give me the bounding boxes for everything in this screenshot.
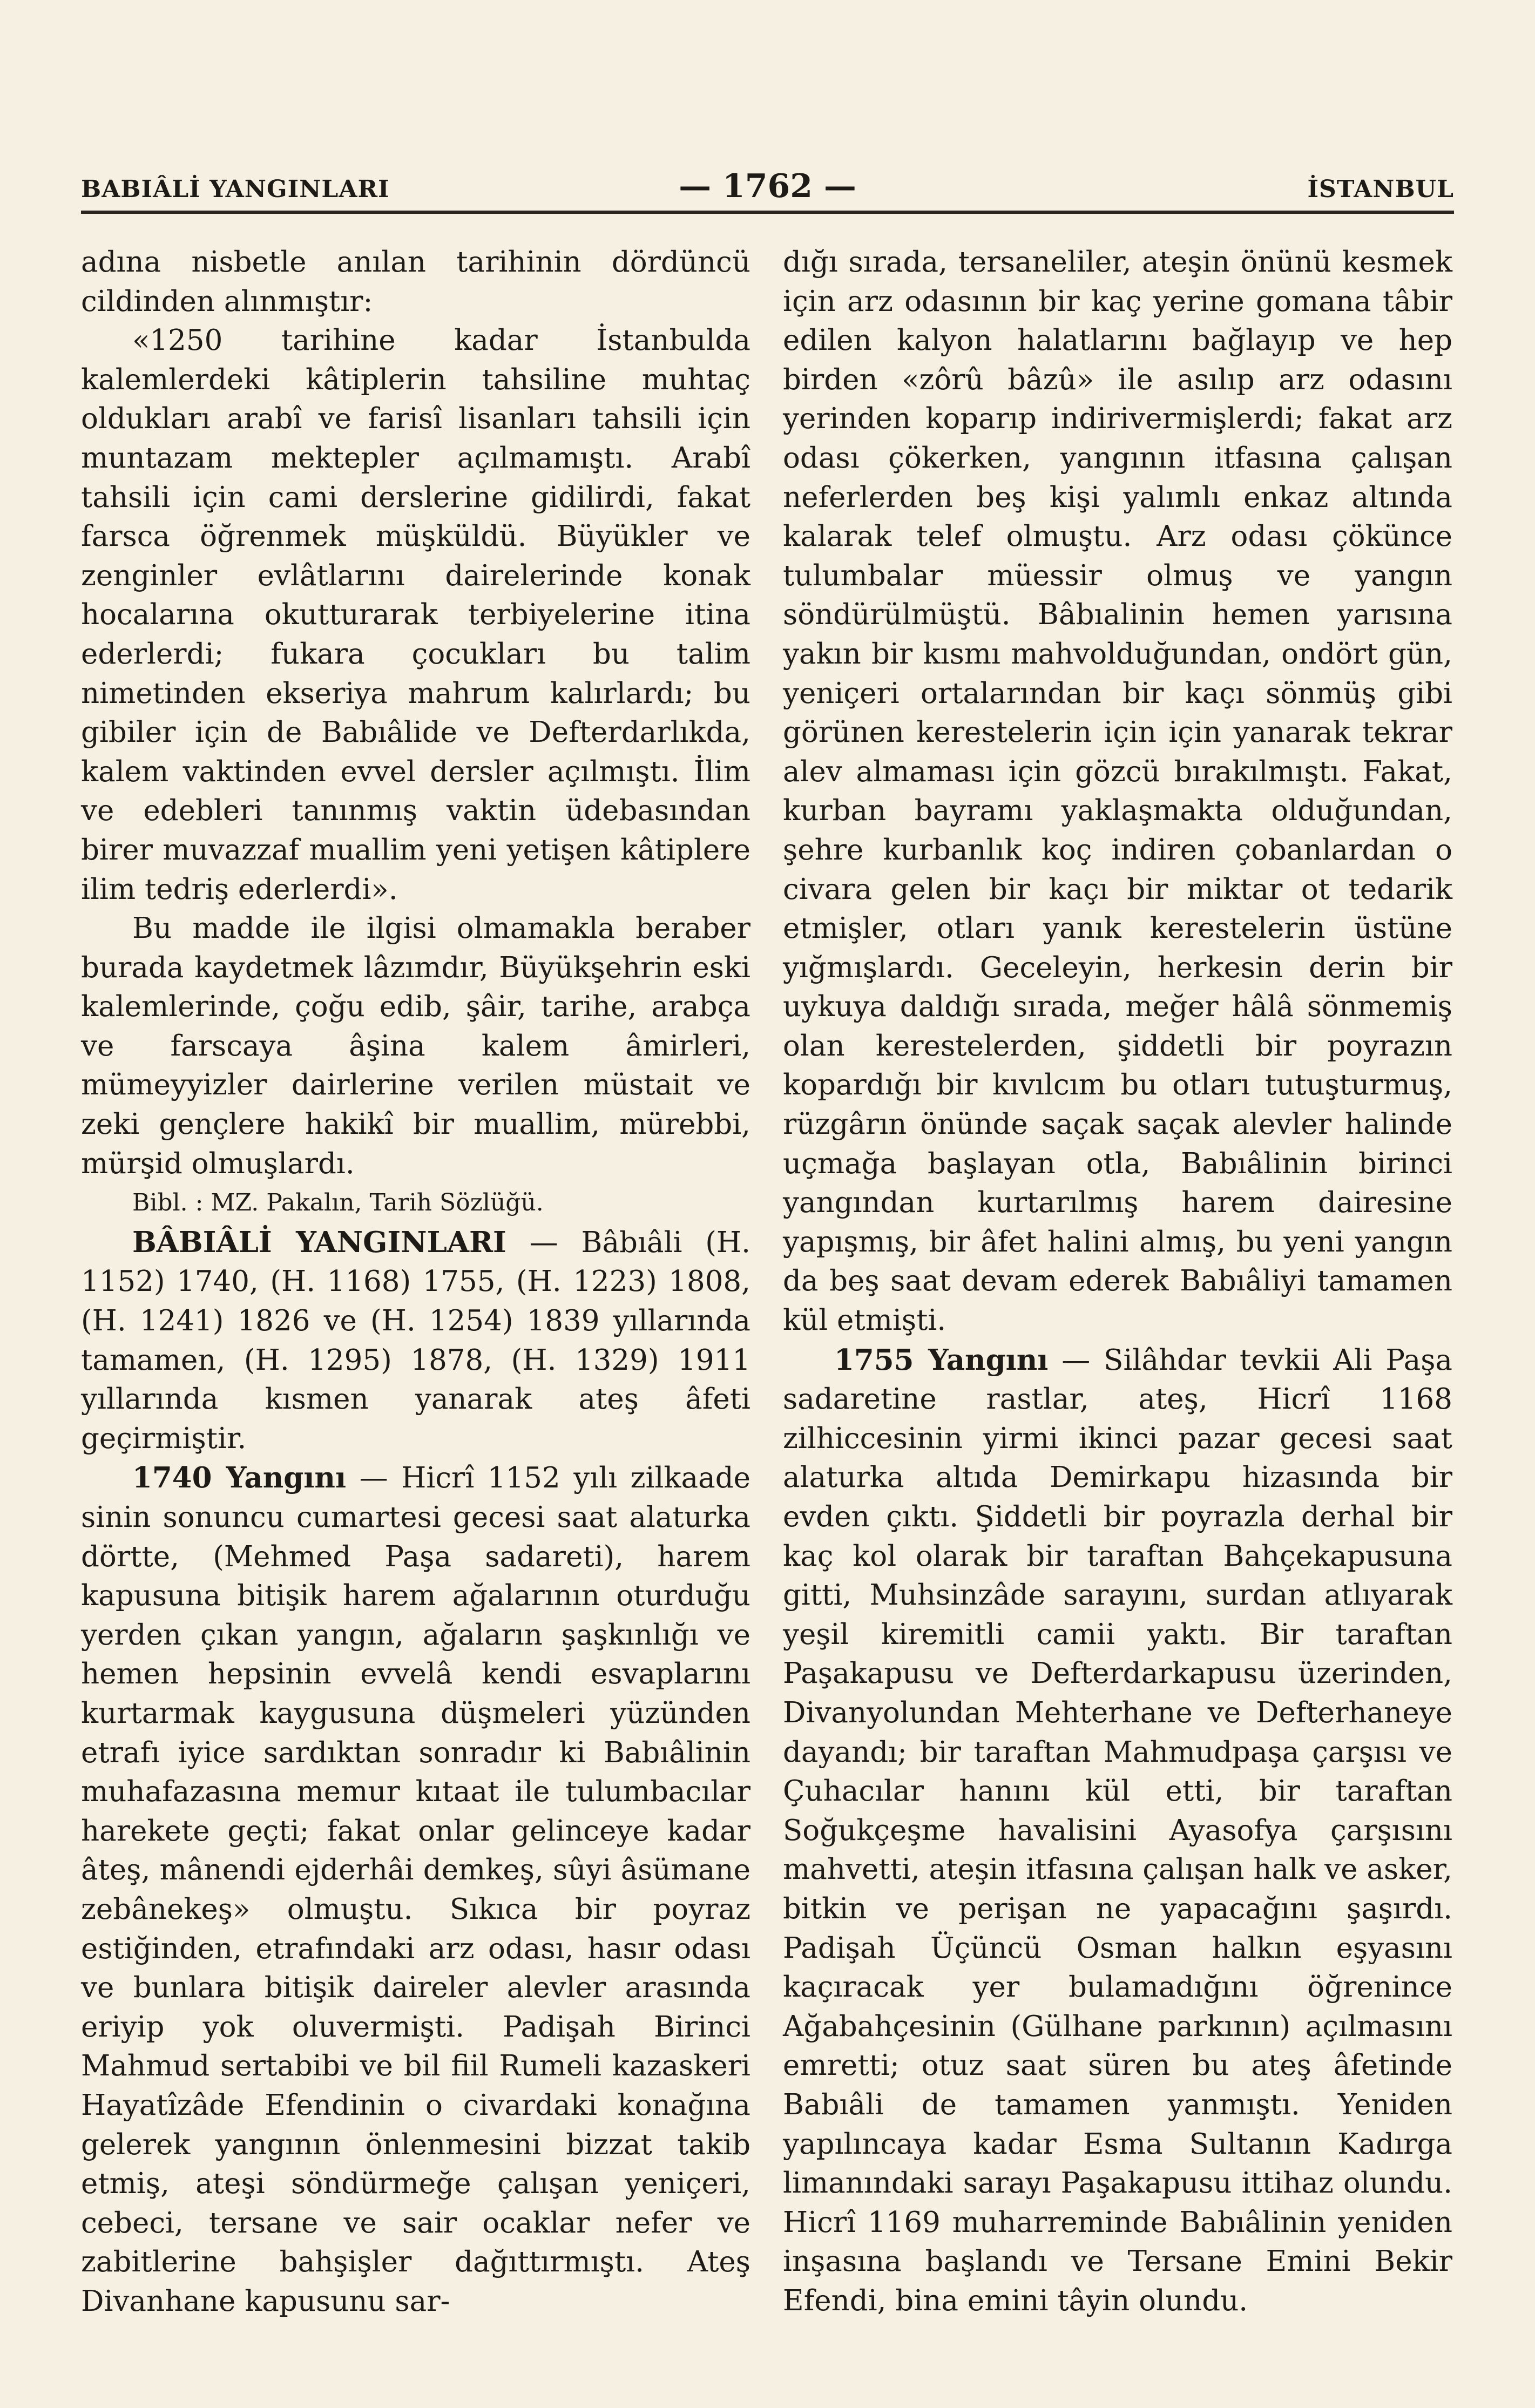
- fire-1740-text: — Hicrî 1152 yılı zilkaade sinin sonuncu cumartesi gecesi saat alaturka dörtte, (Mehmed Paşa sadareti), harem kapusuna bitişik harem ağalarının oturduğu yerden çıkan yangın, ağaların şaşkınlığı ve hemen hepsinin evvelâ kendi esvaplarını kurtarmak kaygusuna düşmeleri yüzünden etrafı iyice sardıktan sonradır ki Babıâlinin muhafazasına memur kıtaat ile tulumbacılar harekete geçti; fakat onlar gelinceye kadar âteş, mânendi ejderhâi demkeş, sûyi âsümane zebânekeş» olmuştu. Sıkıca bir poyraz estiğinden, etrafındaki arz odası, hasır odası ve bunlara bitişik daireler alevler arasında eriyip yok oluvermişti. Padişah Birinci Mahmud sertabibi ve bil fiil Rumeli kazaskeri Hayatîzâde Efendinin o civardaki konağına gelerek yangının önlenmesini bizzat takib etmiş, ateşi söndürmeğe çalışan yeniçeri, cebeci, tersane ve sair ocaklar nefer ve zabitlerine bahşişler dağıttırmıştı. Ateş Divanhane kapusunu sar-: [81, 1462, 751, 2318]
- left-column: [81, 243, 750, 2321]
- entry-paragraph: [81, 1223, 750, 1459]
- bibliography: Bibl. : MZ. Pakalın, Tarih Sözlüğü.: [132, 1189, 544, 1217]
- header-section-title: BABIÂLİ YANGINLARI: [81, 175, 390, 203]
- fire-1740-paragraph: [81, 1458, 750, 2321]
- fire-1740-heading: 1740 Yangını: [132, 1461, 347, 1495]
- entry-heading: BÂBIÂLİ YANGINLARI: [132, 1225, 506, 1259]
- header-publication-title: İSTANBUL: [1307, 175, 1454, 203]
- paragraph: Bu madde ile ilgisi olmamakla beraber burada kaydetmek lâzımdır, Büyükşehrin eski kalemlerinde, çoğu edib, şâir, tarihe, arabça ve farscaya âşina kalem âmirleri, mümeyyizler dairlerine verilen müstait ve zeki gençlere hakikî bir muallim, mürebbi, mürşid olmuşlardı.: [81, 912, 750, 1180]
- page-number: — 1762 —: [679, 167, 856, 205]
- paragraph: adına nisbetle anılan tarihinin dördüncü cildinden alınmıştır:: [81, 246, 750, 318]
- fire-1755-paragraph: [783, 1341, 1452, 2321]
- right-column: [783, 243, 1452, 2321]
- entry-text: — Bâbıâli (H. 1152) 1740, (H. 1168) 1755, (H. 1223) 1808, (H. 1241) 1826 ve (H. 1254) 1839 yıllarında tamamen, (H. 1295) 1878, (H. 1329) 1911 yıllarında kısmen yanarak ateş âfeti geçirmiştir.: [81, 1226, 750, 1455]
- quotation-paragraph: «1250 tarihine kadar İstanbulda kalemlerdeki kâtiplerin tahsiline muhtaç oldukları arabî ve farisî lisanları tahsili için muntazam mektepler açılmamıştı. Arabî tahsili için cami derslerine gidilirdi, fakat farsca öğrenmek müşküldü. Büyükler ve zenginler evlâtlarını dairelerinde konak hocalarına okutturarak terbiyelerine itina ederlerdi; fukara çocukları bu talim nimetinden ekseriya mahrum kalırlardı; bu gibiler için de Babıâlide ve Defterdarlıkda, kalem vaktinden evvel dersler açılmıştı. İlim ve edebleri tanınmış vaktin üdebasından birer muvazzaf muallim yeni yetişen kâtiplere ilim tedriş ederlerdi».: [81, 324, 750, 906]
- fire-1755-text: — Silâhdar tevkii Ali Paşa sadaretine rastlar, ateş, Hicrî 1168 zilhiccesinin yirmi ikinci pazar gecesi saat alaturka altıda Demirkapu hizasında bir evden çıktı. Şiddetli bir poyrazla derhal bir kaç kol olarak bir taraftan Bahçekapusuna gitti, Muhsinzâde sarayını, surdan atlıyarak yeşil kiremitli camii yaktı. Bir taraftan Paşakapusu ve Defterdarkapusu üzerinden, Divanyolundan Mehterhane ve Defterhaneye dayandı; bir taraftan Mahmudpaşa çarşısı ve Çuhacılar hanını kül etti, bir taraftan Soğukçeşme havalisini Ayasofya çarşısını mahvetti, ateşin itfasına çalışan halk ve asker, bitkin ve perişan ne yapacağını şaşırdı. Padişah Üçüncü Osman halkın eşyasını kaçıracak yer bulamadığını öğrenince Ağabahçesinin (Gülhane parkının) açılmasını emretti; otuz saat süren bu ateş âfetinde Babıâli de tamamen yanmıştı. Yeniden yapılıncaya kadar Esma Sultanın Kadırga limanındaki sarayı Paşakapusu ittihaz olundu. Hicrî 1169 muharreminde Babıâlinin yeniden inşasına başlandı ve Tersane Emini Bekir Efendi, bina emini tâyin olundu.: [783, 1343, 1453, 2317]
- paragraph: dığı sırada, tersaneliler, ateşin önünü kesmek için arz odasının bir kaç yerine gomana tâbir edilen kalyon halatlarını bağlayıp ve hep birden «zôrû bâzû» ile asılıp arz odasını yerinden koparıp indirivermişlerdi; fakat arz odası çökerken, yangının itfasına çalışan neferlerden beş kişi yalımlı enkaz altında kalarak telef olmuştu. Arz odası çökünce tulumbalar müessir olmuş ve yangın söndürülmüştü. Bâbıalinin hemen yarısına yakın bir kısmı mahvolduğundan, ondört gün, yeniçeri ortalarından bir kaçı sönmüş gibi görünen kerestelerin için için yanarak tekrar alev almaması için gözcü bırakılmıştı. Fakat, kurban bayramı yaklaşmakta olduğundan, şehre kurbanlık koç indiren çobanlardan o civara gelen bir kaçı bir miktar ot tedarik etmişler, otları yanık kerestelerin üstüne yığmışlardı. Geceleyin, herkesin derin bir uykuya daldığı sırada, meğer hâlâ sönmemiş olan kerestelerden, şiddetli bir poyrazın kopardığı bir kıvılcım bu otları tutuşturmuş, rüzgârın önünde saçak saçak alevler halinde uçmağa başlayan otla, Babıâlinin birinci yangından kurtarılmış harem dairesine yapışmış, bir âfet halini almış, bu yeni yangın da beş saat devam ederek Babıâliyi tamamen kül etmişti.: [783, 246, 1452, 1337]
- running-header: [81, 162, 1454, 214]
- fire-1755-heading: 1755 Yangını: [834, 1343, 1049, 1377]
